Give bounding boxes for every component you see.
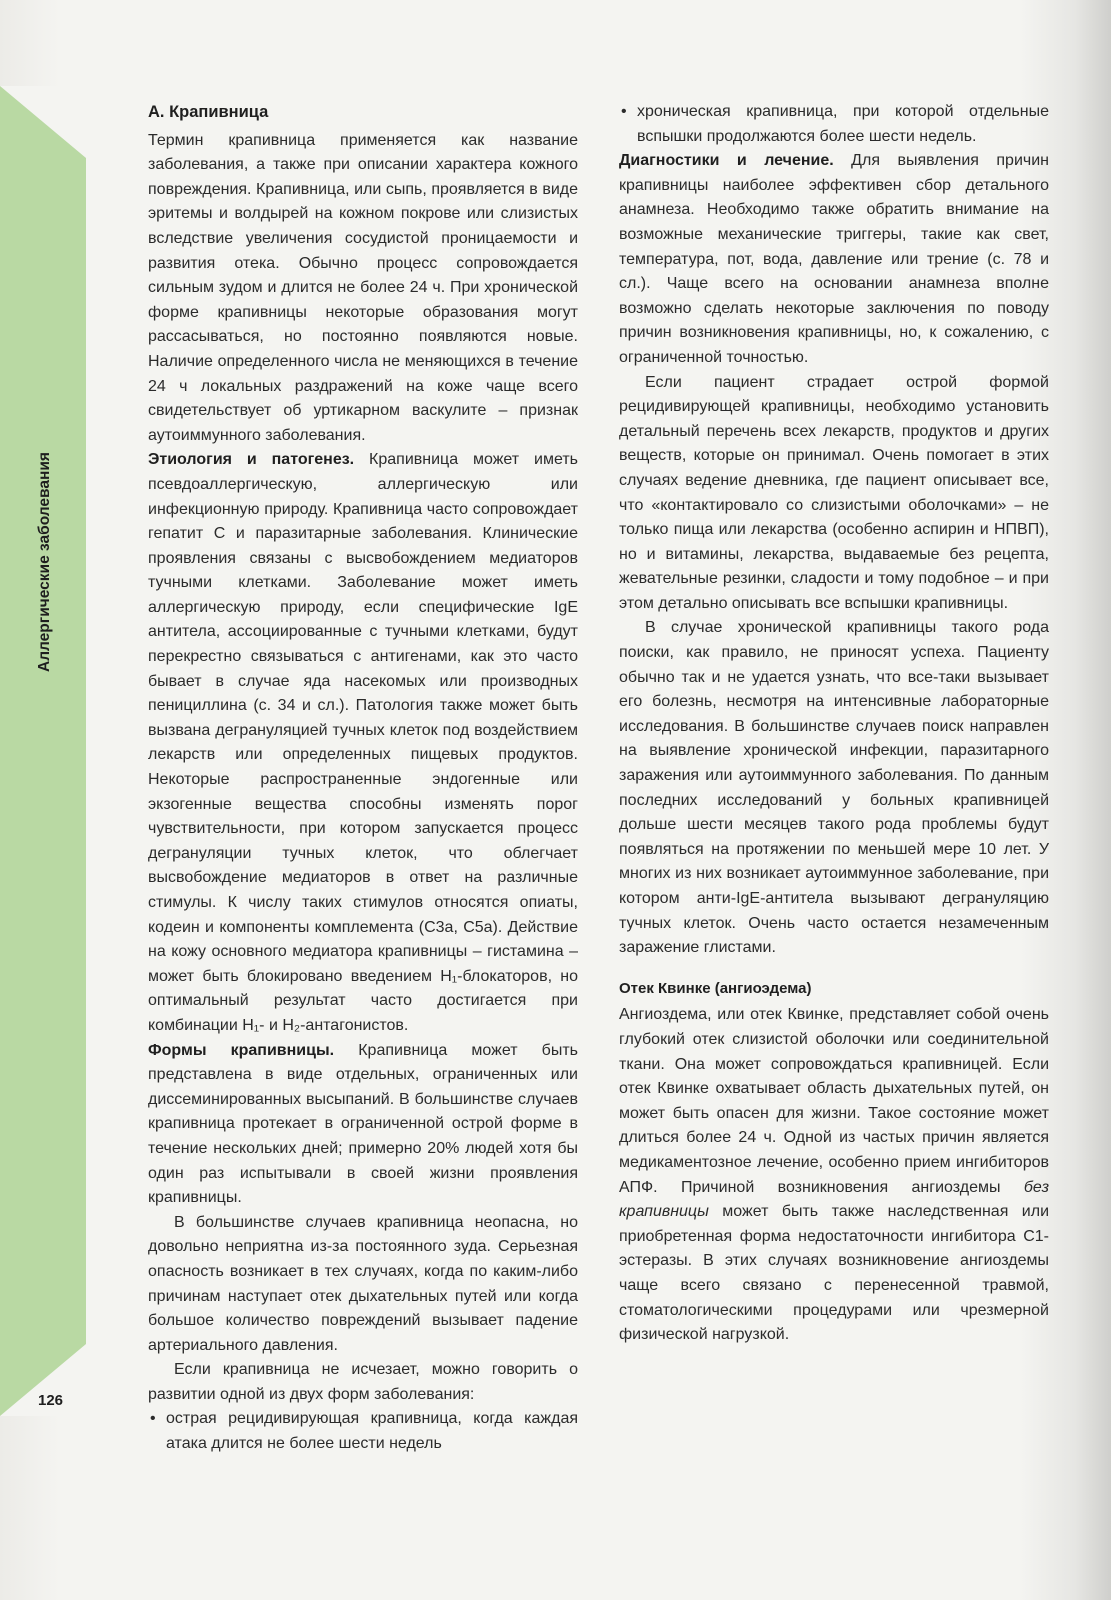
chapter-tab-top-edge (0, 86, 86, 158)
left-column (148, 100, 578, 1457)
paragraph-diagnostics (619, 149, 1049, 370)
paragraph-danger: В большинстве случаев крапивница неопасна, но довольно неприятна из-за постоянного зуда. Серьезная опасность возникает в тех случаях, когда по каким-либо причинам наступает отек дыхательных путей или когда большое количество повреждений вызывает падение артериального давления. (148, 1213, 578, 1354)
page-number: 126 (38, 1392, 64, 1409)
list-item: • острая рецидивирующая крапивница, когда каждая атака длится не более шести недель (148, 1407, 578, 1456)
paragraph-acute-recurrent: Если пациент страдает острой формой рецидивирующей крапивницы, необходимо установить детальный перечень всех лекарств, продуктов и других веществ, которые он принимал. Очень помогает в этих случаях ведение дневника, где пациент описывает все, что «контактировало со слизистыми оболочками» – не только пища или лекарства (особенно аспирин и НПВП), но и витамины, лекарства, выдаваемые без рецепта, жевательные резинки, сладости и тому подобное – и при этом детально описывать все вспышки крапивницы. (619, 373, 1049, 612)
chapter-title: Аллергические заболевания (36, 452, 53, 672)
list-item: • хроническая крапивница, при которой отдельные вспышки продолжаются более шести недель. (619, 100, 1049, 149)
paragraph-chronic: В случае хронической крапивницы такого рода поиски, как правило, не приносят успеха. Пациенту обычно так и не удается узнать, что все-таки вызывает его болезнь, несмотря на интенсивные лабораторные исследования. В большинстве случаев поиск направлен на выявление хронической инфекции, паразитарного заражения или аутоиммунного заболевания. По данным последних исследований у больных крапивницей дольше шести месяцев такого рода проблемы будут появляться на протяжении по меньшей мере 10 лет. У многих из них возникает аутоиммунное заболевание, при котором анти-IgE-антитела вызывают дегрануляцию тучных клеток. Очень часто остается незамеченным заражение глистами. (619, 619, 1049, 957)
subsection-heading: Отек Квинке (ангиоэдема) (619, 979, 812, 997)
runin-heading-forms: Формы крапивницы. (148, 1041, 335, 1059)
paragraph-angioedema-text: Ангиоздема, или отек Квинке, представляет собой очень глубокий отек слизистой оболочки или соединительной ткани. Она может сопровождаться крапивницей. Если отек Квинке охватывает область дыхательных путей, он может быть опасен для жизни. Такое состояние может длиться более 24 ч. Одной из частых причин является медикаментозное лечение, особенно прием ингибиторов АПФ. Причиной возникновения ангиоздемы (619, 1006, 1049, 1196)
paragraph-angioedema-end: может быть также наследственная или приобретенная форма недостаточности ингибитора С1-эстеразы. В этих случаях возникновение ангиоздемы чаще всего связано с перенесенной травмой, стоматологическими процедурами или чрезмерной физической нагрузкой. (619, 1203, 1049, 1344)
chapter-tab (0, 86, 86, 1416)
paragraph-diagnostics-text: Для выявления причин крапивницы наиболее эффективен сбор детального анамнеза. Необходимо также обратить внимание на возможные механические триггеры, такие как свет, температура, пот, вода, давление или трение (с. 78 и сл.). Чаще всего на основании анамнеза вполне возможно сделать некоторые заключения по поводу причин возникновения крапивницы, но, к сожалению, с ограниченной точностью. (619, 152, 1049, 366)
runin-heading-diagnostics: Диагностики и лечение. (619, 152, 834, 170)
paragraph-angioedema (619, 1003, 1049, 1347)
right-column (619, 100, 1049, 1348)
runin-heading-etiology: Этиология и патогенез. (148, 451, 355, 469)
section-heading: А. Крапивница (148, 103, 269, 121)
paragraph-forms (148, 1039, 578, 1211)
paragraph-definition: Термин крапивница применяется как название заболевания, а также при описании характера кожного повреждения. Крапивница, или сыпь, проявляется в виде эритемы и волдырей на кожном покрове или слизистых вследствие увеличения сосудистой проницаемости и развития отека. Обычно процесс сопровождается сильным зудом и длится не более 24 ч. При хронической форме крапивницы некоторые образования могут рассасываться, но постоянно появляются новые. Наличие определенного числа не меняющихся в течение 24 ч локальных раздражений на коже чаще всего свидетельствует об уртикарном васкулите – признак аутоиммунного заболевания. (148, 131, 578, 444)
emphasis-text: без крапивницы (619, 1178, 1049, 1221)
paragraph-etiology (148, 448, 578, 1038)
paragraph-forms-text: Крапивница может быть представлена в виде отдельных, ограниченных или диссеминированных высыпаний. В большинстве случаев крапивница протекает в ограниченной острой форме в течение нескольких дней; примерно 20% людей хотя бы один раз испытывали в своей жизни проявления крапивницы. (148, 1041, 578, 1207)
forms-list (148, 1407, 578, 1456)
forms-list-continued (619, 100, 1049, 149)
paragraph-etiology-text: Крапивница может иметь псевдоаллергическую, аллергическую или инфекционную природу. Крапивница часто сопровождает гепатит С и паразитарные заболевания. Клинические проявления связаны с высвобождением медиаторов тучными клетками. Заболевание может иметь аллергическую природу, если специфические IgE антитела, ассоциированные с тучными клетками, будут перекрестно связываться с антигенами, как это часто бывает в случае яда насекомых или производных пенициллина (с. 34 и сл.). Патология также может быть вызвана дегрануляцией тучных клеток под воздействием лекарств или определенных пищевых продуктов. Некоторые распространенные эндогенные или экзогенные вещества способны изменять порог чувствительности, при котором запускается процесс дегрануляции тучных клеток, что облегчает высвобождение медиаторов в ответ на различные стимулы. К числу таких стимулов относятся опиаты, кодеин и компоненты комплемента (С3а, С5а). Действие на кожу основного медиатора крапивницы – гистамина – может быть блокировано введением H₁-блокаторов, но оптимальный результат часто достигается при комбинации H₁- и H₂-антагонистов. (148, 451, 579, 1034)
paragraph-two-forms: Если крапивница не исчезает, можно говорить о развитии одной из двух форм заболевания: (148, 1361, 578, 1403)
